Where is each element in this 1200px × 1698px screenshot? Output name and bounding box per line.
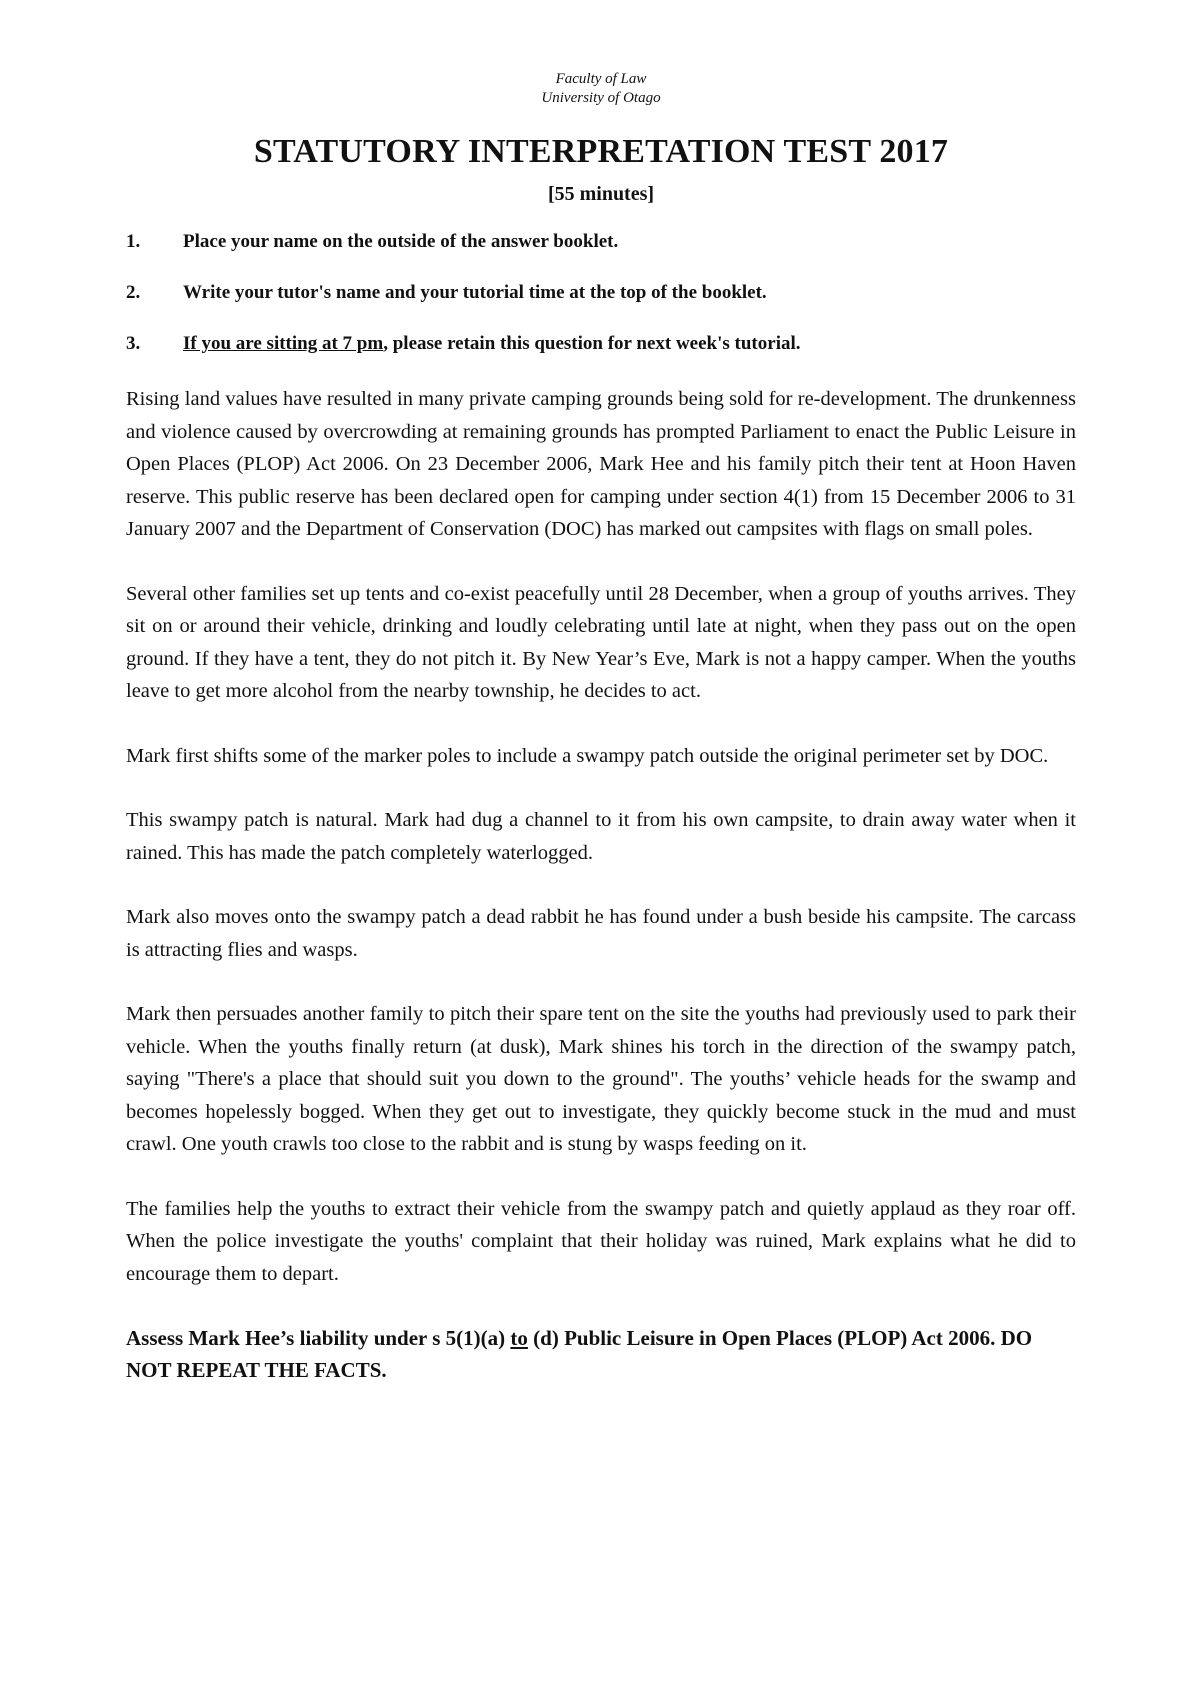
instruction-item [126, 332, 1076, 356]
instruction-item [126, 230, 1076, 254]
scenario-paragraph: Mark then persuades another family to pitch their spare tent on the site the youths had previously used to park their vehicle. When the youths finally return (at dusk), Mark shines his torch in the direction of the swampy patch, saying "There's a place that should suit you down to the ground". The youths’ vehicle heads for the swamp and becomes hopelessly bogged. When they get out to investigate, they quickly become stuck in the mud and must crawl. One youth crawls too close to the rabbit and is stung by wasps feeding on it. [126, 1003, 1076, 1155]
scenario-paragraph: Several other families set up tents and co-exist peacefully until 28 December, when a group of youths arrives. They sit on or around their vehicle, drinking and loudly celebrating until late at night, when they pass out on the open ground. If they have a tent, they do not pitch it. By New Year’s Eve, Mark is not a happy camper. When the youths leave to get more alcohol from the nearby township, he decides to act. [126, 582, 1076, 702]
instruction-number: 2. [126, 282, 141, 303]
scenario-paragraph: This swampy patch is natural. Mark had dug a channel to it from his own campsite, to drain away water when it rained. This has made the patch completely waterlogged. [126, 809, 1076, 864]
assessment-question [126, 1322, 1076, 1386]
instruction-list [126, 230, 1076, 356]
question-text-part1: Assess Mark Hee’s liability under s 5(1)(a) [126, 1326, 511, 1350]
instruction-text: Write your tutor's name and your tutorial time at the top of the booklet. [183, 282, 767, 303]
faculty-label: Faculty of Law [555, 71, 647, 87]
scenario-paragraph: Rising land values have resulted in many private camping grounds being sold for re-development. The drunkenness and violence caused by overcrowding at remaining grounds has prompted Parliament to enact the Public Leisure in Open Places (PLOP) Act 2006. On 23 December 2006, Mark Hee and his family pitch their tent at Hoon Haven reserve. This public reserve has been declared open for camping under section 4(1) from 15 December 2006 to 31 January 2007 and the Department of Conservation (DOC) has marked out campsites with flags on small poles. [126, 388, 1076, 540]
question-text-part2: (d) Public Leisure in Open Places (PLOP) Act 2006. DO NOT REPEAT THE FACTS. [126, 1326, 1033, 1382]
instruction-text: Place your name on the outside of the answer booklet. [183, 231, 619, 252]
university-label: University of Otago [541, 90, 661, 106]
scenario-paragraph: The families help the youths to extract their vehicle from the swampy patch and quietly applaud as they roar off. When the police investigate the youths' complaint that their holiday was ruined, Mark explains what he did to encourage them to depart. [126, 1197, 1076, 1285]
instruction-text-rest: , please retain this question for next week's tutorial. [383, 333, 801, 354]
document-page [126, 70, 1076, 1386]
scenario-paragraph: Mark first shifts some of the marker poles to include a swampy patch outside the original perimeter set by DOC. [126, 744, 1049, 767]
page-title: STATUTORY INTERPRETATION TEST 2017 [253, 133, 949, 170]
question-underlined-text: to [510, 1326, 528, 1350]
test-duration: [55 minutes] [547, 183, 655, 205]
scenario-paragraph: Mark also moves onto the swampy patch a dead rabbit he has found under a bush beside his campsite. The carcass is attracting flies and wasps. [126, 906, 1076, 961]
instruction-underlined-text: If you are sitting at 7 pm [183, 333, 384, 354]
instruction-number: 3. [126, 333, 141, 354]
instruction-number: 1. [126, 231, 141, 252]
instruction-text [183, 332, 801, 356]
instruction-item [126, 281, 1076, 305]
